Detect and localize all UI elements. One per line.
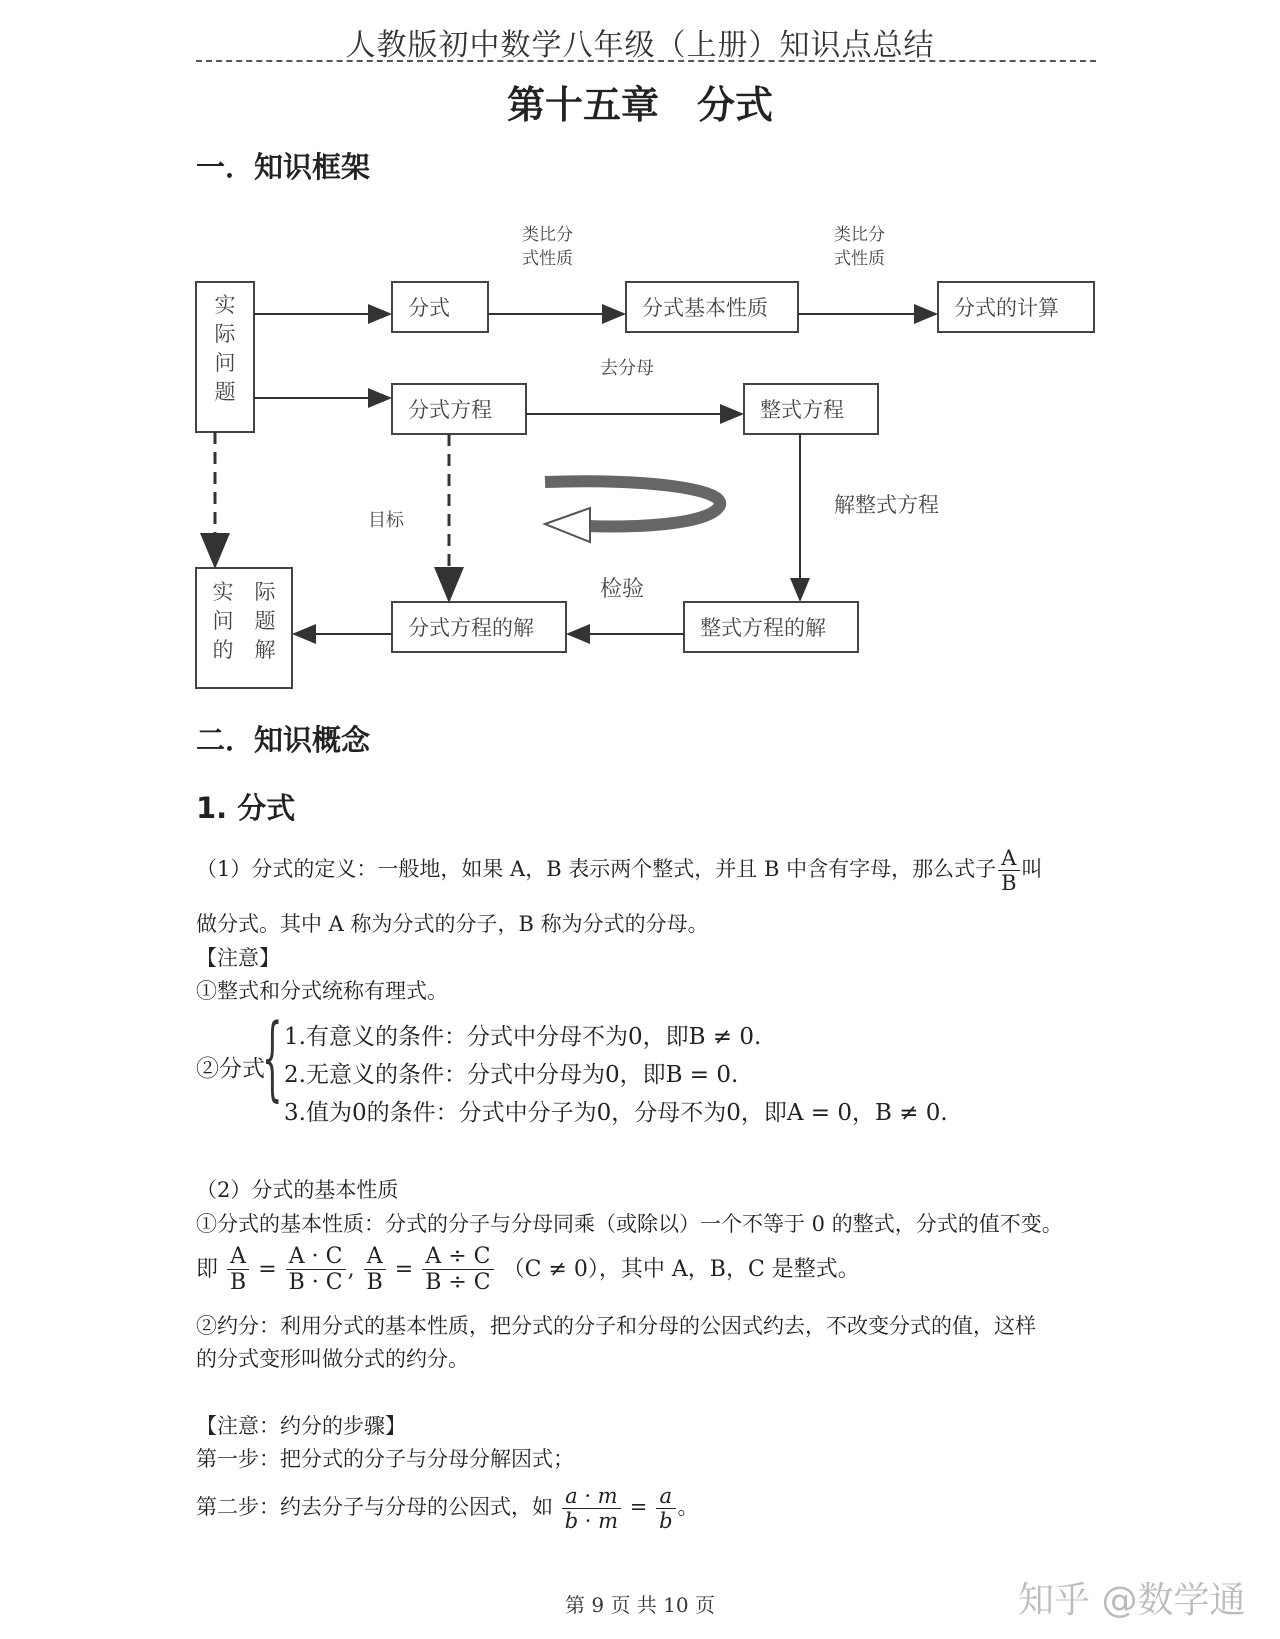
example-fraction bbox=[562, 1484, 621, 1533]
box-real-problem-char: 实 bbox=[214, 293, 236, 317]
fraction-numerator: A bbox=[998, 846, 1019, 871]
reduction-line-2: 的分式变形叫做分式的约分。 bbox=[196, 1347, 469, 1371]
fraction-numerator: A bbox=[227, 1244, 249, 1270]
result-fraction bbox=[656, 1484, 675, 1533]
box-basic-property-label: 分式基本性质 bbox=[642, 296, 768, 320]
subsection-title-fraction: 1. 分式 bbox=[196, 791, 296, 825]
fraction-denominator: b · m bbox=[564, 1509, 619, 1534]
reduction-line-1: ②约分：利用分式的基本性质，把分式的分子和分母的公因式约去，不改变分式的值，这样 bbox=[196, 1314, 1036, 1338]
formula-fraction bbox=[422, 1244, 493, 1296]
box-real-problem-char: 问 bbox=[214, 351, 236, 375]
page-number: 第 9 页 共 10 页 bbox=[565, 1593, 715, 1617]
formula-tail: （C ≠ 0），其中 A，B，C 是整式。 bbox=[502, 1256, 860, 1282]
fraction-numerator: A bbox=[364, 1244, 386, 1270]
note-item-2-label: ②分式 bbox=[196, 1056, 265, 1082]
formula-fraction bbox=[227, 1244, 249, 1296]
fraction-denominator: B · C bbox=[288, 1270, 343, 1296]
reduction-step-1: 第一步：把分式的分子与分母分解因式； bbox=[196, 1447, 574, 1471]
chapter-title: 第十五章 分式 bbox=[506, 83, 773, 127]
equals-sign: = bbox=[394, 1256, 414, 1282]
box-fraction-equation-label: 分式方程 bbox=[408, 398, 492, 422]
definition-fraction bbox=[998, 846, 1019, 895]
definition-text-tail: 叫 bbox=[1021, 857, 1043, 882]
equals-sign: = bbox=[629, 1495, 648, 1520]
fraction-numerator: a · m bbox=[562, 1484, 621, 1509]
fraction-denominator: b bbox=[659, 1509, 673, 1534]
step-2-tail: 。 bbox=[677, 1495, 699, 1520]
box-real-solution-line: 的 解 bbox=[212, 638, 276, 662]
note-title: 【注意】 bbox=[196, 946, 280, 970]
label-analogy-1: 式性质 bbox=[522, 249, 573, 269]
watermark: 知乎 @数学通 bbox=[1018, 1580, 1246, 1621]
label-goal: 目标 bbox=[368, 510, 404, 531]
box-integral-equation-label: 整式方程 bbox=[760, 398, 844, 422]
box-calculation-label: 分式的计算 bbox=[954, 296, 1059, 320]
fraction-numerator: a bbox=[656, 1484, 675, 1509]
label-analogy-1: 类比分 bbox=[522, 225, 573, 245]
condition-3: 3.值为0的条件：分式中分子为0，分母不为0，即A = 0，B ≠ 0. bbox=[284, 1100, 948, 1126]
definition-line-2: 做分式。其中 A 称为分式的分子，B 称为分式的分母。 bbox=[196, 912, 709, 936]
box-real-problem-char: 题 bbox=[214, 380, 236, 404]
fraction-denominator: B bbox=[230, 1270, 247, 1296]
goal-cycle-arrowhead bbox=[545, 508, 590, 542]
left-brace: { bbox=[262, 1004, 283, 1111]
box-real-problem-char: 际 bbox=[214, 322, 236, 346]
box-fraction-eq-solution-label: 分式方程的解 bbox=[408, 616, 534, 640]
box-real-solution-line: 问 题 bbox=[212, 609, 276, 633]
condition-2: 2.无意义的条件：分式中分母为0，即B = 0. bbox=[284, 1062, 739, 1088]
reduction-steps-title: 【注意：约分的步骤】 bbox=[196, 1414, 406, 1438]
label-remove-denominator: 去分母 bbox=[600, 358, 654, 379]
basic-property-item-1: ①分式的基本性质：分式的分子与分母同乘（或除以）一个不等于 0 的整式，分式的值不变。 bbox=[196, 1212, 1063, 1236]
reduction-step-2 bbox=[196, 1484, 699, 1533]
box-fraction-label: 分式 bbox=[408, 296, 450, 320]
fraction-numerator: A · C bbox=[286, 1244, 346, 1270]
fraction-denominator: B ÷ C bbox=[425, 1270, 491, 1296]
condition-1: 1.有意义的条件：分式中分母不为0，即B ≠ 0. bbox=[284, 1024, 762, 1050]
formula-prefix: 即 bbox=[196, 1256, 219, 1282]
fraction-denominator: B bbox=[1001, 871, 1017, 896]
formula-fraction bbox=[364, 1244, 386, 1296]
formula-fraction bbox=[286, 1244, 346, 1296]
fraction-denominator: B bbox=[366, 1270, 383, 1296]
comma: , bbox=[347, 1256, 355, 1282]
box-real-solution-line: 实 际 bbox=[212, 580, 276, 604]
label-solve-integral: 解整式方程 bbox=[834, 493, 939, 517]
definition-line-1 bbox=[196, 846, 1096, 895]
basic-property-formula bbox=[196, 1244, 860, 1296]
label-analogy-2: 类比分 bbox=[834, 225, 885, 245]
label-check: 检验 bbox=[600, 577, 645, 602]
step-2-text: 第二步：约去分子与分母的公因式，如 bbox=[196, 1495, 553, 1520]
knowledge-framework-diagram bbox=[0, 0, 1280, 700]
box-integral-eq-solution-label: 整式方程的解 bbox=[700, 616, 826, 640]
section-title-concepts: 二．知识概念 bbox=[196, 723, 371, 757]
basic-property-title: （2）分式的基本性质 bbox=[196, 1178, 399, 1202]
label-analogy-2: 式性质 bbox=[834, 249, 885, 269]
fraction-numerator: A ÷ C bbox=[422, 1244, 493, 1270]
section-title-framework: 一．知识框架 bbox=[196, 150, 371, 184]
equals-sign: = bbox=[258, 1256, 277, 1282]
definition-text: （1）分式的定义：一般地，如果 A，B 表示两个整式，并且 B 中含有字母，那么式子 bbox=[196, 857, 997, 882]
document-header: 人教版初中数学八年级（上册）知识点总结 bbox=[345, 28, 935, 63]
note-item-1: ①整式和分式统称有理式。 bbox=[196, 979, 448, 1003]
